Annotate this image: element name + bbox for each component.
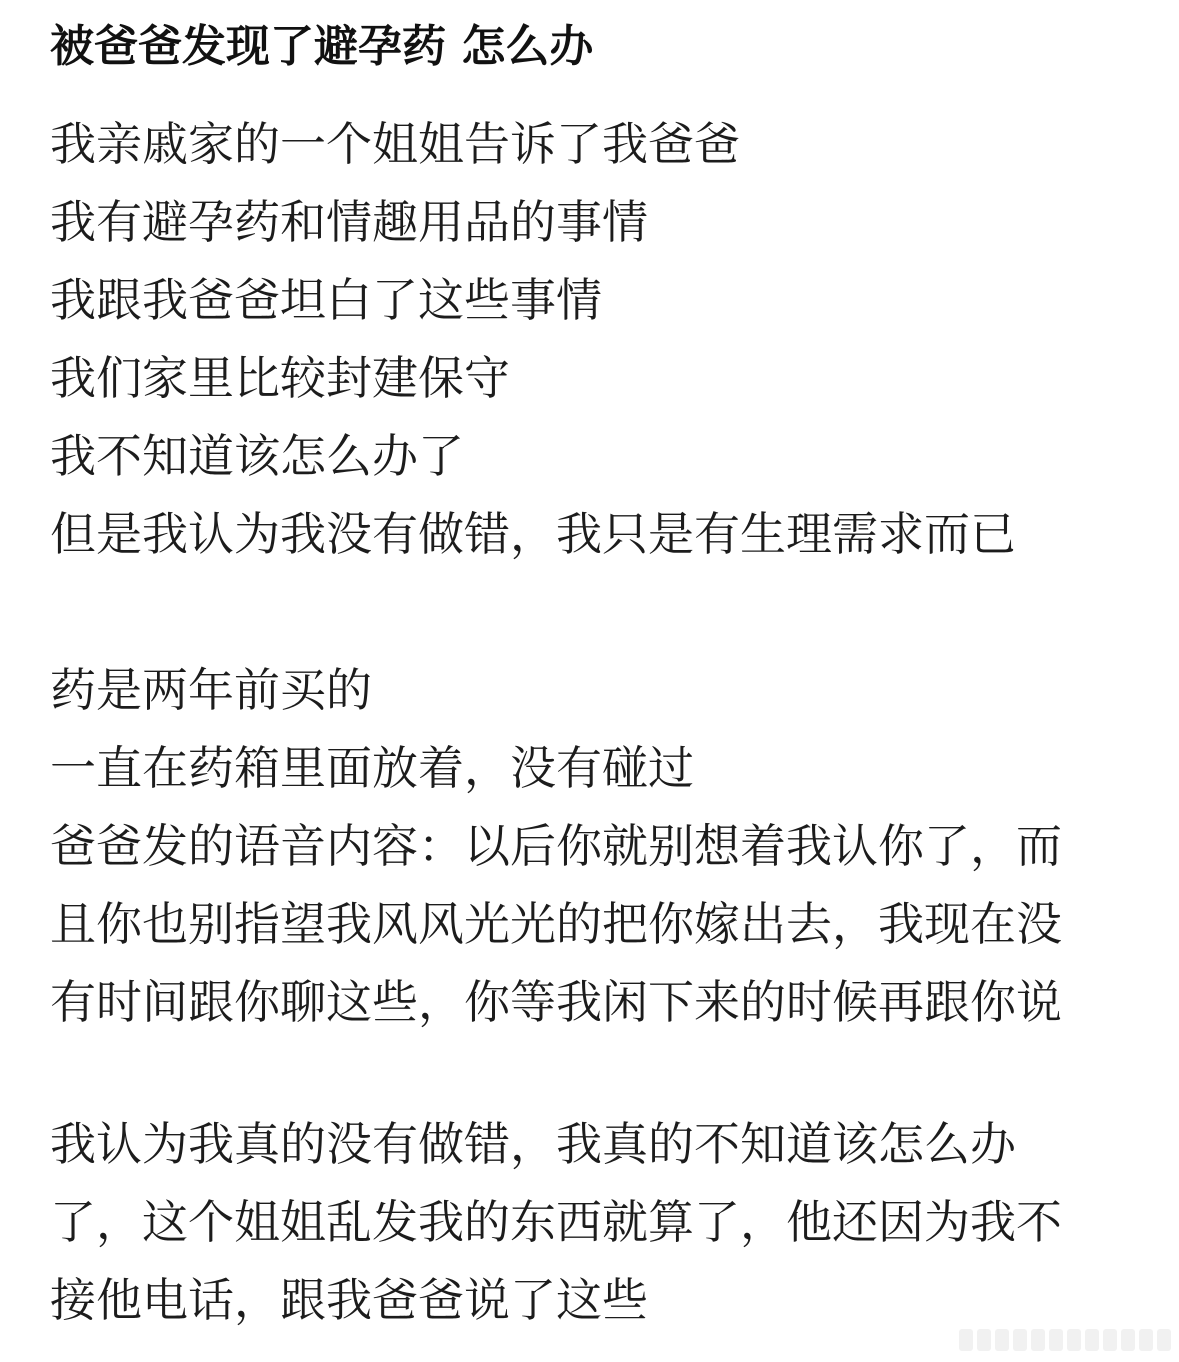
post-title: 被爸爸发现了避孕药 怎么办	[50, 21, 594, 72]
watermark-glyph	[1031, 1329, 1045, 1351]
paragraph	[50, 651, 1150, 1041]
text-line: 一直在药箱里面放着，没有碰过	[50, 741, 694, 795]
text-line: 爸爸发的语音内容：以后你就别想着我认你了，而	[50, 819, 1062, 873]
watermark-glyph	[1013, 1329, 1027, 1351]
text-line: 但是我认为我没有做错，我只是有生理需求而已	[50, 507, 1016, 561]
watermark-glyph	[995, 1329, 1009, 1351]
text-line: 我们家里比较封建保守	[50, 351, 510, 405]
text-line: 接他电话，跟我爸爸说了这些	[50, 1273, 648, 1327]
text-line: 我认为我真的没有做错，我真的不知道该怎么办	[50, 1117, 1016, 1171]
text-line: 药是两年前买的	[50, 663, 372, 717]
watermark-glyph	[1157, 1329, 1171, 1351]
watermark-glyph	[1139, 1329, 1153, 1351]
watermark-glyph	[1121, 1329, 1135, 1351]
text-line: 且你也别指望我风风光光的把你嫁出去，我现在没	[50, 897, 1062, 951]
text-line: 了，这个姐姐乱发我的东西就算了，他还因为我不	[50, 1195, 1062, 1249]
watermark-glyph	[1067, 1329, 1081, 1351]
text-line: 我跟我爸爸坦白了这些事情	[50, 273, 602, 327]
watermark-glyph	[1103, 1329, 1117, 1351]
text-line: 有时间跟你聊这些，你等我闲下来的时候再跟你说	[50, 975, 1062, 1029]
paragraph	[50, 1105, 1150, 1339]
watermark	[941, 1326, 1171, 1354]
text-line: 我不知道该怎么办了	[50, 429, 464, 483]
text-line: 我亲戚家的一个姐姐告诉了我爸爸	[50, 117, 740, 171]
watermark-glyph	[959, 1329, 973, 1351]
watermark-glyph	[1085, 1329, 1099, 1351]
watermark-glyph	[1049, 1329, 1063, 1351]
text-line: 我有避孕药和情趣用品的事情	[50, 195, 648, 249]
paragraph	[50, 105, 1150, 573]
watermark-glyph	[977, 1329, 991, 1351]
